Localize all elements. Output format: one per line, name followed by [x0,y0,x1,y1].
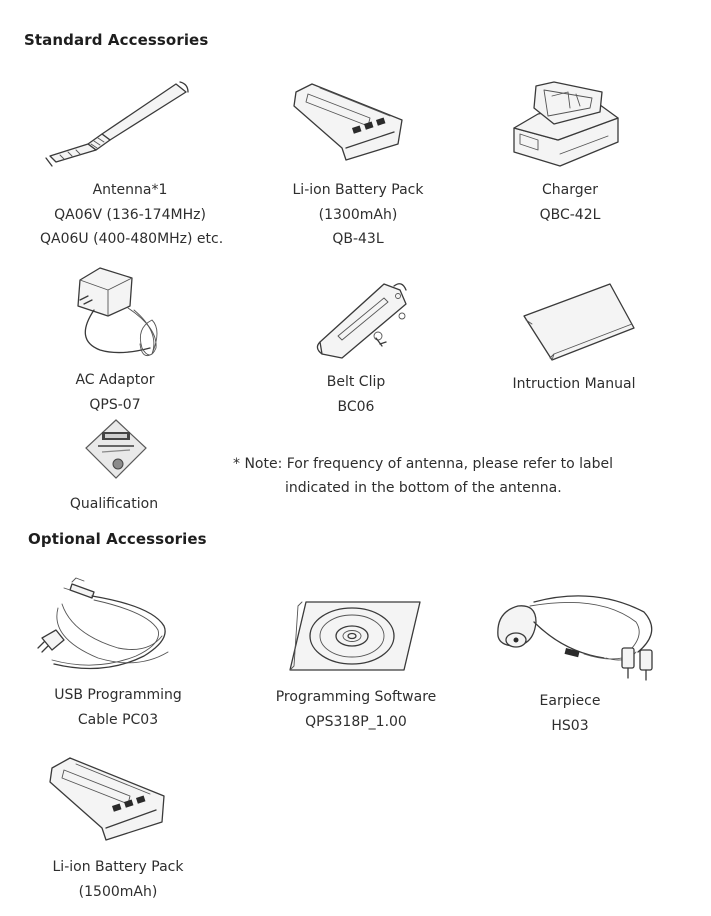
ac-adaptor-model: QPS-07 [89,396,141,413]
charger-caption [480,178,660,227]
software-version: QPS318P_1.00 [305,713,407,730]
antenna-model-v: QA06V (136-174MHz) [54,206,206,223]
note-line-1: * Note: For frequency of antenna, please refer to label [233,456,613,472]
note-line-2: indicated in the bottom of the antenna. [285,480,562,496]
antenna-model-u: QA06U (400-480MHz) etc. [40,231,224,247]
belt-clip-model: BC06 [337,398,375,415]
ac-adaptor-icon [70,258,170,364]
charger-name: Charger [542,182,598,198]
software-name: Programming Software [275,689,437,705]
ac-adaptor-name: AC Adaptor [75,372,155,388]
usb-cable-model: Cable PC03 [77,711,159,728]
belt-clip-icon [308,280,418,362]
usb-cable-caption [28,683,208,732]
cd-case-icon [286,596,424,674]
standard-accessories-heading: Standard Accessories [24,31,209,49]
earpiece-icon [494,592,662,684]
battery-large-name: Li-ion Battery Pack [52,859,184,875]
belt-clip-name: Belt Clip [326,374,386,390]
battery-caption [268,178,448,252]
ac-adaptor-caption [25,368,205,417]
belt-clip-caption [266,370,446,419]
usb-cable-icon [36,578,170,672]
battery-capacity: (1300mAh) [318,206,398,223]
antenna-frequency-note [233,452,613,500]
earpiece-model: HS03 [551,717,589,734]
manual-name: Intruction Manual [512,376,636,392]
charger-model: QBC-42L [539,206,601,223]
battery-model: QB-43L [332,231,384,247]
battery-pack-icon [290,82,410,162]
battery-name: Li-ion Battery Pack [292,182,424,198]
battery-pack-icon [46,756,170,842]
manual-icon [518,280,636,362]
earpiece-name: Earpiece [539,693,601,709]
software-caption [266,685,446,734]
optional-accessories-heading: Optional Accessories [28,530,207,548]
antenna-caption [40,178,224,252]
manual-caption [484,372,664,397]
qualification-caption [24,492,204,517]
qualification-name: Qualification [69,496,159,512]
earpiece-caption [480,689,660,738]
battery-large-caption [28,855,208,904]
antenna-name: Antenna*1 [92,182,168,198]
usb-cable-name: USB Programming [54,687,182,703]
qualification-card-icon [84,418,148,480]
antenna-icon [40,78,200,168]
charger-icon [508,78,623,170]
battery-large-capacity: (1500mAh) [78,883,158,900]
